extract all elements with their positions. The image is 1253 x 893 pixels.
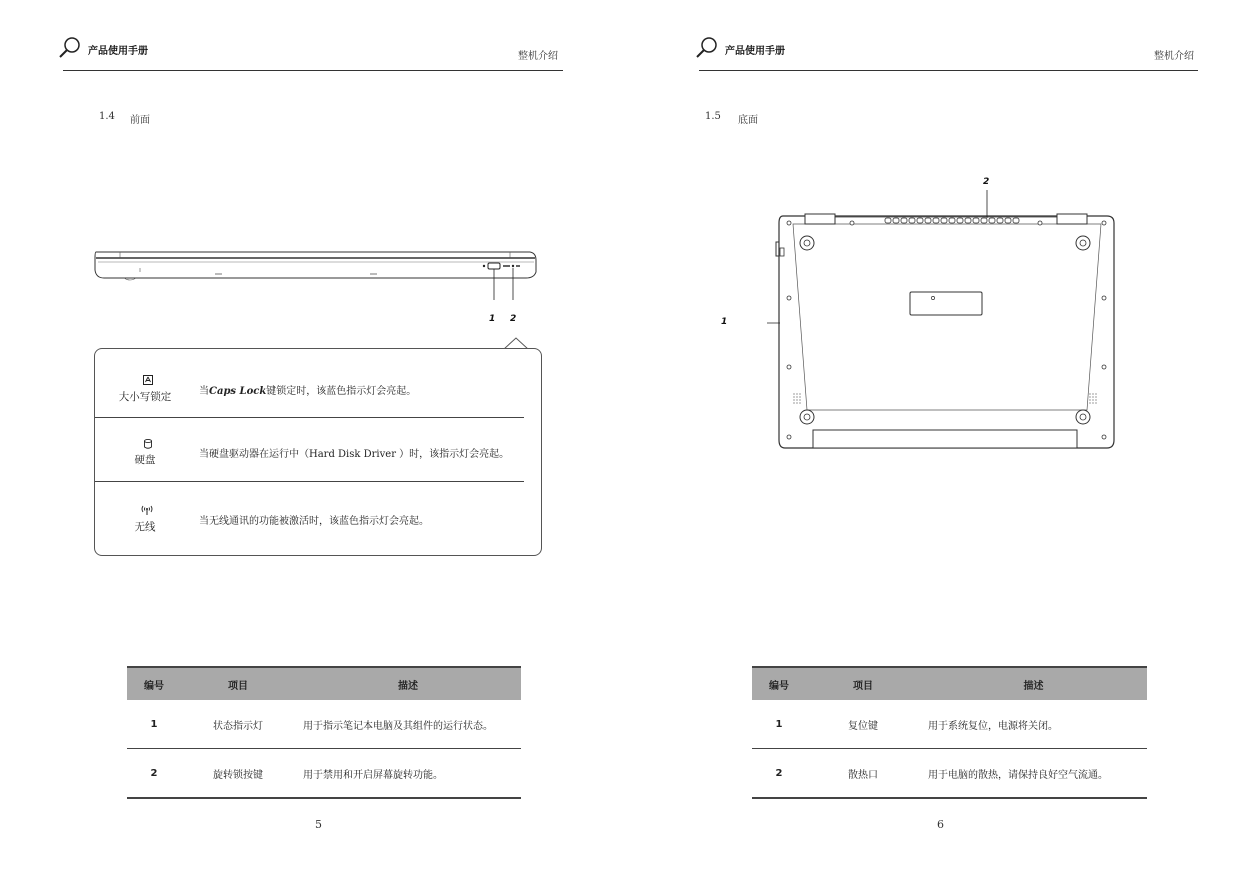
cell-item: 复位键 xyxy=(806,700,920,749)
table-row xyxy=(752,700,1147,749)
cell-description: 用于禁用和开启屏幕旋转功能。 xyxy=(295,749,521,799)
section-number: 1.5 xyxy=(705,111,721,122)
component-table xyxy=(752,666,1147,799)
chapter-title: 整机介绍 xyxy=(518,51,558,62)
indicator-description: 当Caps Lock键锁定时，该蓝色指示灯会亮起。 xyxy=(199,386,417,397)
indicator-label: 大小写锁定 xyxy=(118,391,172,403)
magnifier-icon xyxy=(58,36,82,60)
indicator-label: 无线 xyxy=(134,521,156,533)
component-table xyxy=(127,666,521,799)
cell-number: 2 xyxy=(752,749,806,799)
left-page xyxy=(0,0,626,893)
indicator-row xyxy=(95,417,541,483)
column-header: 描述 xyxy=(295,667,521,700)
indicator-label: 硬盘 xyxy=(134,454,156,466)
wireless-icon xyxy=(137,504,157,516)
section-number: 1.4 xyxy=(99,111,115,122)
header-rule xyxy=(699,70,1198,71)
manual-title: 产品使用手册 xyxy=(88,46,148,57)
table-row xyxy=(127,700,521,749)
table-row xyxy=(752,749,1147,799)
column-header: 描述 xyxy=(920,667,1147,700)
page-number: 5 xyxy=(315,818,322,831)
callout-1: 1 xyxy=(721,317,728,327)
cell-description: 用于系统复位，电源将关闭。 xyxy=(920,700,1147,749)
cell-description: 用于电脑的散热，请保持良好空气流通。 xyxy=(920,749,1147,799)
cell-description: 用于指示笔记本电脑及其组件的运行状态。 xyxy=(295,700,521,749)
caps-lock-icon xyxy=(138,374,158,386)
table-row xyxy=(127,749,521,799)
manual-title: 产品使用手册 xyxy=(725,46,785,57)
cell-number: 1 xyxy=(127,700,181,749)
hard-disk-icon xyxy=(138,438,158,450)
magnifier-icon xyxy=(695,36,719,60)
header-rule xyxy=(63,70,563,71)
section-title: 底面 xyxy=(738,115,758,126)
column-header: 编号 xyxy=(752,667,806,700)
indicator-panel xyxy=(94,348,542,556)
chapter-title: 整机介绍 xyxy=(1154,51,1194,62)
section-title: 前面 xyxy=(130,115,150,126)
column-header: 项目 xyxy=(806,667,920,700)
cell-item: 状态指示灯 xyxy=(181,700,295,749)
table-header-row xyxy=(752,667,1147,700)
indicator-row xyxy=(95,481,541,547)
indicator-row xyxy=(95,349,541,415)
page-number: 6 xyxy=(937,818,944,831)
laptop-bottom-view xyxy=(767,190,1127,454)
cell-number: 1 xyxy=(752,700,806,749)
indicator-description: 当硬盘驱动器在运行中（Hard Disk Driver ）时，该指示灯会亮起。 xyxy=(199,449,510,460)
right-page xyxy=(627,0,1253,893)
cell-number: 2 xyxy=(127,749,181,799)
laptop-front-view xyxy=(90,248,540,308)
cell-item: 散热口 xyxy=(806,749,920,799)
column-header: 编号 xyxy=(127,667,181,700)
callout-2: 2 xyxy=(983,177,990,187)
cell-item: 旋转锁按键 xyxy=(181,749,295,799)
table-header-row xyxy=(127,667,521,700)
column-header: 项目 xyxy=(181,667,295,700)
callout-1: 1 xyxy=(489,314,496,324)
callout-2: 2 xyxy=(510,314,517,324)
indicator-description: 当无线通讯的功能被激活时，该蓝色指示灯会亮起。 xyxy=(199,516,429,527)
